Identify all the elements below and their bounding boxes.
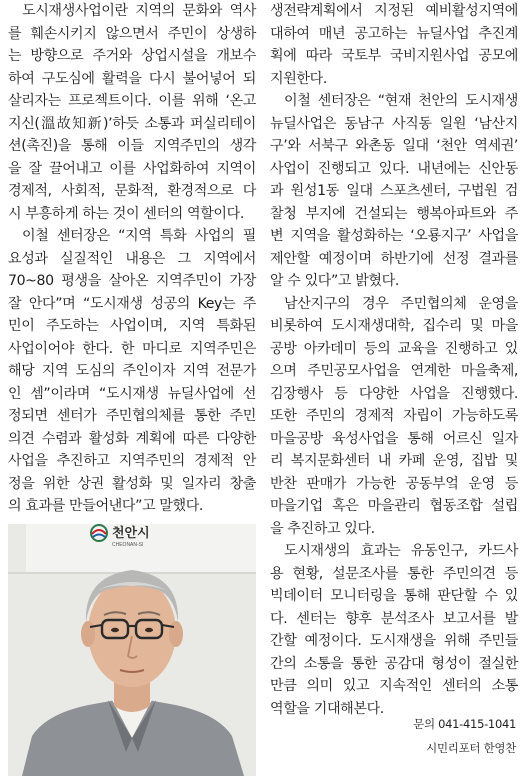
article-text-line: 살리자는 프로젝트이다. 이를 위해 ‘온고	[8, 93, 256, 109]
article-text-line: 또한 주민의 경제적 자립이 가능하도록	[270, 408, 518, 424]
article-text-line: 공방 아카데미 등의 교육을 진행하고 있	[270, 340, 518, 357]
article-text-line: 잘 안다”며 “도시재생 성공의 Key는 주	[8, 295, 256, 312]
article-left-column	[8, 0, 256, 518]
article-text-line: 과 원성1동 일대 스포츠센터, 구법원 검	[270, 183, 518, 199]
article-text-line: 요성과 실질적인 내용은 그 지역에서	[8, 250, 256, 267]
article-text-line: 이철 센터장은 “현재 천안의 도시재생	[284, 93, 518, 109]
article-text-line: 만큼 의미 있고 지속적인 센터의 소통	[270, 678, 518, 694]
article-text-line: 간할 예정이다. 도시재생을 위해 주민들	[270, 633, 518, 649]
article-text-line: 김장행사 등 다양한 사업을 진행했다.	[270, 385, 518, 402]
article-text-line: 생전략계획에서 지정된 예비활성지역에	[270, 3, 518, 19]
article-text-line: 도시재생의 효과는 유동인구, 카드사	[284, 543, 518, 559]
city-sign-subtitle: CHEONAN-SI	[112, 542, 144, 548]
article-text-line: 남산지구의 경우 주민협의체 운영을	[284, 295, 518, 312]
article-text-line: 사업이어야 한다. 한 마디로 지역주민은	[8, 340, 256, 357]
contact-info: 문의 041-415-1041	[413, 717, 516, 731]
article-text-line: 70~80 평생을 살아온 지역주민이 가장	[8, 273, 256, 289]
article-text-line: 을 잘 끌어내고 이를 사업화하여 지역이	[8, 160, 256, 177]
article-text-line: 간의 소통을 통한 공감대 형성이 절실한	[270, 655, 518, 672]
article-text-line: 마을기업 혹은 마을관리 협동조합 설립	[270, 498, 518, 514]
article-text-line: 빅데이터 모니터링을 통해 판단할 수 있	[270, 588, 518, 604]
article-text-line: 마을공방 육성사업을 통해 어르신 일자	[270, 430, 518, 447]
article-text-line: 알 수 있다”고 밝혔다.	[270, 273, 399, 289]
article-text-line: 션(촉진)을 통해 이들 지역주민의 생각	[8, 138, 256, 154]
article-text-line: 사업을 추진하고 지역주민의 경제적 안	[8, 453, 256, 469]
article-text-line: 하여 구도심에 활력을 다시 불어넣어 되	[8, 70, 256, 87]
article-text-line: 인 셈”이라며 “도시재생 뉴딜사업에 선	[8, 385, 256, 402]
reporter-credit: 시민리포터 한영찬	[426, 741, 516, 755]
article-text-line: 사업이 진행되고 있다. 내년에는 신안동	[270, 160, 518, 177]
article-text-line: 구’와 서북구 와촌동 일대 ‘천안 역세권’	[270, 138, 518, 154]
article-text-line: 역할을 기대해본다.	[270, 700, 384, 717]
portrait-illustration	[8, 524, 256, 776]
article-text-line: 정되면 센터가 주민협의체를 통한 주민	[8, 408, 256, 424]
article-text-line: 민이 주도하는 사업이며, 지역 특화된	[8, 318, 256, 334]
article-text-line: 지신(溫故知新)’하듯 소통과 퍼실리테이	[8, 115, 256, 132]
article-text-line: 을 추진하고 있다.	[270, 520, 375, 537]
article-text-line: 시 부흥하게 하는 것이 센터의 역할이다.	[8, 205, 244, 222]
article-text-line: 제안할 예정이며 하반기에 선정 결과를	[270, 250, 518, 267]
article-text-line: 지원한다.	[270, 70, 327, 87]
city-sign-text: 천안시	[112, 525, 150, 540]
article-text-line: 의 효과를 만들어낸다”고 말했다.	[8, 498, 204, 514]
article-text-line: 경제적, 사회적, 문화적, 환경적으로 다	[8, 183, 256, 199]
article-text-line: 리 복지문화센터 내 카페 운영, 집밥 및	[270, 453, 518, 469]
article-text-line: 대하여 매년 공고하는 뉴딜사업 추진계	[270, 25, 518, 42]
interview-photo	[8, 524, 256, 776]
article-text-line: 반찬 판매가 가능한 공동부엌 운영 등	[270, 475, 518, 492]
article-text-line: 용 현황, 설문조사를 통한 주민의견 등	[270, 565, 518, 582]
article-text-line: 으며 주민공모사업을 연계한 마을축제,	[270, 363, 518, 379]
article-text-line: 변 지역을 활성화하는 ‘오룡지구’ 사업을	[270, 228, 518, 244]
article-text-line: 해당 지역 도심의 주인이자 지역 전문가	[8, 363, 256, 379]
article-text-line: 이철 센터장은 “지역 특화 사업의 필	[22, 228, 256, 244]
article-text-line: 의견 수렴과 활성화 계획에 따른 다양한	[8, 430, 256, 447]
article-text-line: 를 훼손시키지 않으면서 주민이 상생하	[8, 25, 256, 42]
article-text-line: 찰청 부지에 건설되는 행복아파트와 주	[270, 205, 518, 222]
article-text-line: 뉴딜사업은 동남구 사직동 일원 ‘남산지	[270, 115, 518, 132]
article-text-line: 정을 위한 상권 활성화 및 일자리 창출	[8, 475, 256, 492]
article-right-column	[270, 0, 518, 720]
article-text-line: 비롯하여 도시재생대학, 집수리 및 마을	[270, 318, 518, 334]
article-text-line: 다. 센터는 향후 분석조사 보고서를 발	[270, 610, 518, 627]
article-text-line: 도시재생사업이란 지역의 문화와 역사	[22, 3, 256, 19]
article-text-line: 는 방향으로 주거와 상업시설을 개보수	[8, 48, 256, 64]
article-text-line: 획에 따라 국토부 국비지원사업 공모에	[270, 48, 518, 64]
